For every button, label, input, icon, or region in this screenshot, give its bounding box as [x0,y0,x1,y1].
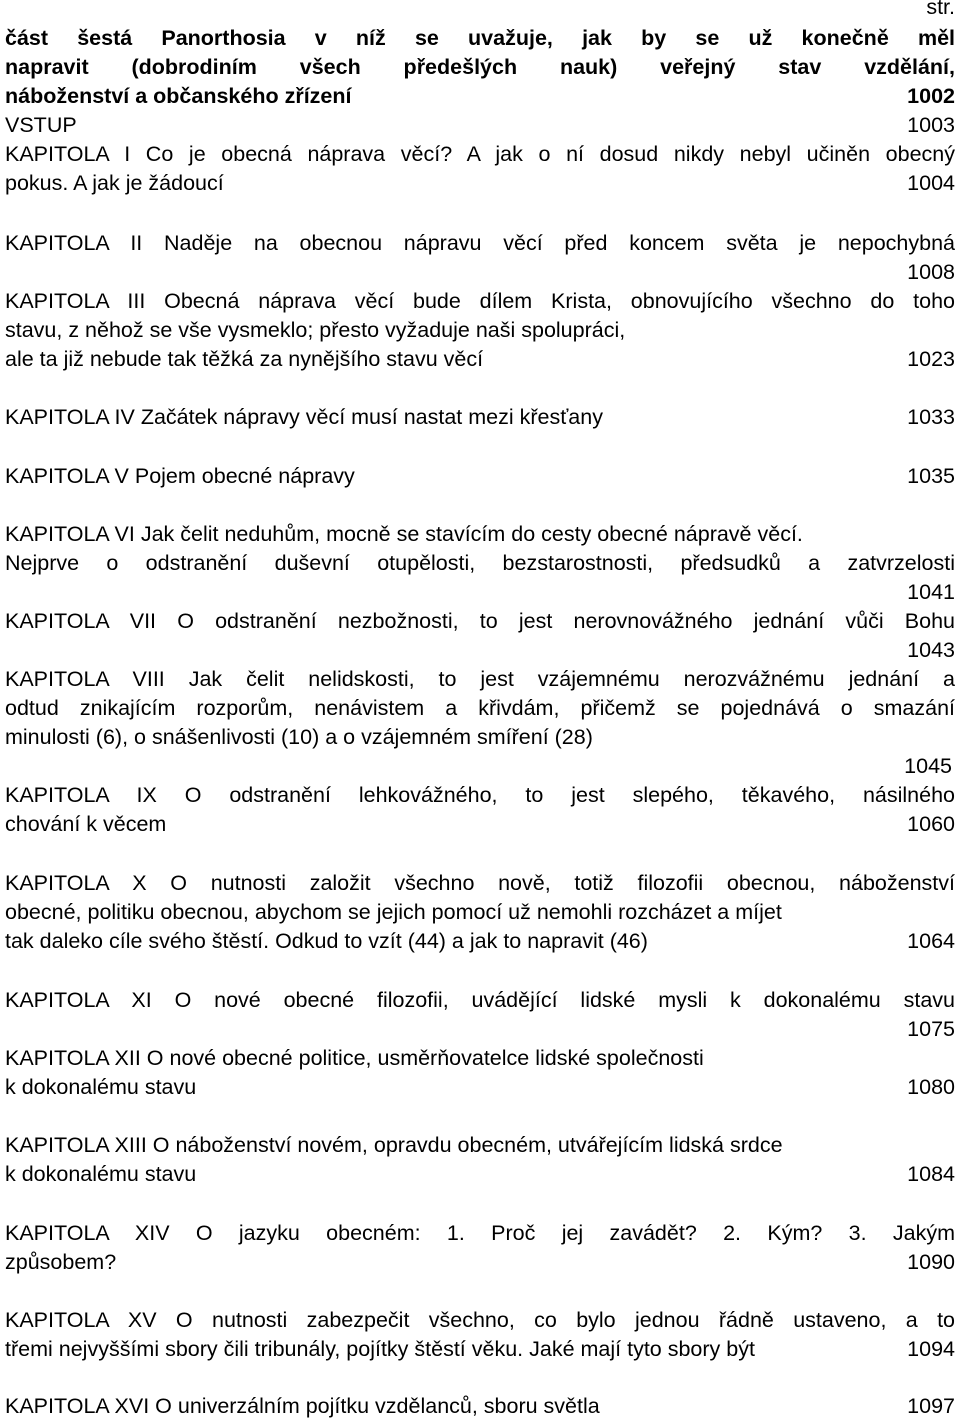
toc-entry-1-line-2 [5,169,955,198]
entry-text: k dokonalému stavu [5,1075,197,1099]
toc-entry-3-line-3 [5,345,955,374]
entry-page: 1023 [907,347,955,371]
toc-entry-13-line-2 [5,1160,955,1189]
entry-page: 1080 [907,1075,955,1099]
entry-page: 1035 [907,464,955,488]
entry-text: pokus. A jak je žádoucí [5,171,224,195]
entry-page: 1033 [907,405,955,429]
toc-entry-9-line-1: KAPITOLA IX O odstranění lehkovážného, to jest slepého, těkavého, násilného [5,783,955,807]
entry-text: tak daleko cíle svého štěstí. Odkud to vzít (44) a jak to napravit (46) [5,929,648,953]
toc-entry-15-line-1: KAPITOLA XV O nutnosti zabezpečit všechno, co bylo jednou řádně ustaveno, a to [5,1308,955,1332]
entry-text: k dokonalému stavu [5,1162,197,1186]
entry-text: chování k věcem [5,812,167,836]
toc-entry-11-line-1: KAPITOLA XI O nové obecné filozofii, uvádějící lidské mysli k dokonalému stavu [5,988,955,1012]
toc-entry-7-page: 1043 [907,638,955,662]
toc-entry-10-line-1: KAPITOLA X O nutnosti založit všechno nově, totiž filozofii obecnou, náboženství [5,871,955,895]
toc-entry-14-line-2 [5,1248,955,1277]
toc-entry-1-line-1: KAPITOLA I Co je obecná náprava věcí? A jak o ní dosud nikdy nebyl učiněn obecný [5,142,955,166]
toc-entry-vstup [5,111,955,140]
toc-entry-2-line-1: KAPITOLA II Naděje na obecnou nápravu věcí před koncem světa je nepochybná [5,231,955,255]
toc-entry-14-line-1: KAPITOLA XIV O jazyku obecném: 1. Proč jej zavádět? 2. Kým? 3. Jakým [5,1221,955,1245]
entry-page: 1003 [907,113,955,137]
toc-entry-12-line-1: KAPITOLA XII O nové obecné politice, usměrňovatelce lidské společnosti [5,1046,704,1070]
toc-entry-6-line-1: KAPITOLA VI Jak čelit neduhům, mocně se stavícím do cesty obecné nápravě věcí. [5,522,803,546]
page-label: str. [926,0,955,19]
toc-entry-3-line-1: KAPITOLA III Obecná náprava věcí bude dílem Krista, obnovujícího všechno do toho [5,289,955,313]
entry-text: způsobem? [5,1250,117,1274]
part-title-line-3 [5,82,955,111]
toc-entry-7-line-1: KAPITOLA VII O odstranění nezbožnosti, to jest nerovnovážného jednání vůči Bohu [5,609,955,633]
toc-entry-10-line-2: obecné, politiku obecnou, abychom se jejich pomocí už nemohli rozcházet a míjet [5,900,782,924]
part-title-line-2: napravit (dobrodiním všech předešlých nauk) veřejný stav vzdělání, [5,55,955,79]
toc-entry-8-line-2: odtud znikajícím rozporům, nenávistem a křivdám, přičemž se pojednává o smazání [5,696,955,720]
toc-entry-6-page: 1041 [907,580,955,604]
entry-text: třemi nejvyššími sbory čili tribunály, pojítky štěstí věku. Jaké mají tyto sbory být [5,1337,755,1361]
entry-page: 1090 [907,1250,955,1274]
toc-entry-3-line-2: stavu, z něhož se vše vysmeklo; přesto vyžaduje naši spolupráci, [5,318,626,342]
entry-text: KAPITOLA XVI O univerzálním pojítku vzdělanců, sboru světla [5,1394,600,1418]
toc-entry-6-line-2: Nejprve o odstranění duševní otupělosti, bezstarostnosti, předsudků a zatvrzelosti [5,551,955,575]
toc-entry-10-line-3 [5,927,955,956]
toc-entry-15-line-2 [5,1335,955,1364]
toc-entry-8-line-1: KAPITOLA VIII Jak čelit nelidskosti, to jest vzájemnému nerozvážnému jednání a [5,667,955,691]
entry-text: KAPITOLA IV Začátek nápravy věcí musí nastat mezi křesťany [5,405,603,429]
toc-entry-11-page: 1075 [907,1017,955,1041]
part-title-line-1: část šestá Panorthosia v níž se uvažuje, jak by se už konečně měl [5,26,955,50]
entry-page: 1084 [907,1162,955,1186]
toc-entry-12-line-2 [5,1073,955,1102]
entry-page: 1064 [907,929,955,953]
part-title-page: 1002 [907,84,955,108]
toc-entry-4 [5,403,955,432]
entry-text: ale ta již nebude tak těžká za nynějšího stavu věcí [5,347,484,371]
toc-entry-9-line-2 [5,810,955,839]
toc-entry-8-page: 1045 [904,754,952,778]
entry-page: 1060 [907,812,955,836]
toc-entry-8-line-3: minulosti (6), o snášenlivosti (10) a o vzájemném smíření (28) [5,725,593,749]
entry-text: KAPITOLA V Pojem obecné nápravy [5,464,355,488]
toc-entry-16 [5,1392,955,1421]
entry-page: 1094 [907,1337,955,1361]
entry-text: VSTUP [5,113,77,137]
part-title-text: náboženství a občanského zřízení [5,84,352,108]
entry-page: 1004 [907,171,955,195]
toc-entry-2-page: 1008 [907,260,955,284]
toc-entry-13-line-1: KAPITOLA XIII O náboženství novém, opravdu obecném, utvářejícím lidská srdce [5,1133,783,1157]
toc-entry-5 [5,462,955,491]
entry-page: 1097 [907,1394,955,1418]
